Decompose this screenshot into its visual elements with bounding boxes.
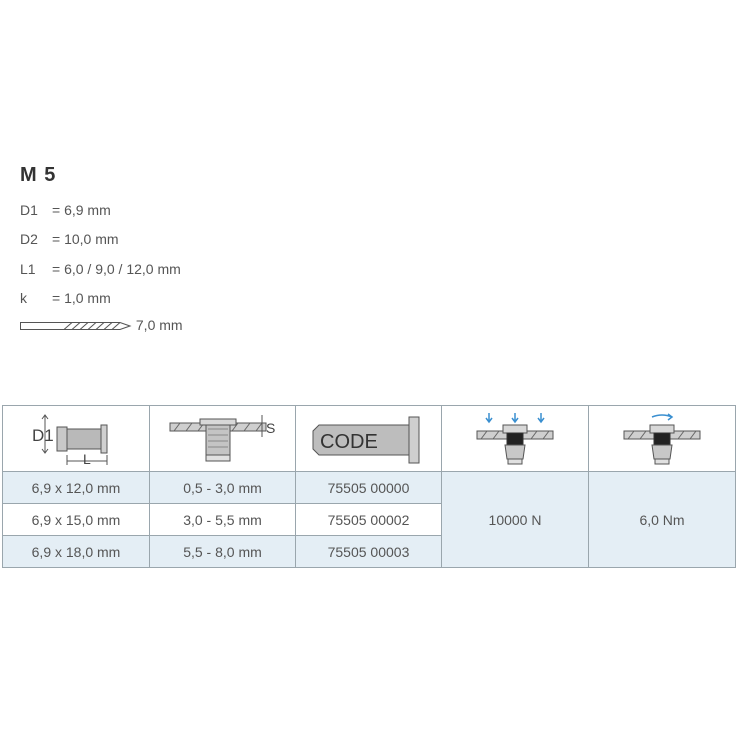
spec-key: k bbox=[20, 290, 27, 306]
cell-size: 6,9 x 18,0 mm bbox=[3, 536, 150, 568]
label-code: CODE bbox=[319, 430, 378, 453]
cell-torque: 6,0 Nm bbox=[589, 472, 736, 568]
table-row bbox=[3, 472, 736, 504]
header-cell-code bbox=[296, 406, 442, 472]
code-icon bbox=[309, 411, 429, 467]
spec-l1 bbox=[20, 260, 181, 278]
setting-force-icon bbox=[475, 411, 555, 467]
spec-key: D1 bbox=[20, 202, 38, 218]
spec-value: = 6,9 mm bbox=[52, 202, 111, 218]
product-table bbox=[2, 405, 736, 568]
page-title: M 5 bbox=[20, 164, 57, 186]
spec-key: D2 bbox=[20, 231, 38, 247]
label-s: S bbox=[265, 419, 275, 436]
spec-value: = 10,0 mm bbox=[52, 231, 119, 247]
label-l: L bbox=[83, 450, 91, 467]
cell-code: 75505 00003 bbox=[296, 536, 442, 568]
torque-icon bbox=[622, 411, 702, 467]
spec-value: = 1,0 mm bbox=[52, 290, 111, 306]
header-cell-grip bbox=[150, 406, 296, 472]
nut-dimensions-icon bbox=[31, 411, 121, 467]
header-cell-force bbox=[442, 406, 589, 472]
cell-force: 10000 N bbox=[442, 472, 589, 568]
cell-code: 75505 00000 bbox=[296, 472, 442, 504]
cell-size: 6,9 x 15,0 mm bbox=[3, 504, 150, 536]
drill-size bbox=[20, 316, 183, 334]
spec-value: = 6,0 / 9,0 / 12,0 mm bbox=[52, 261, 181, 277]
spec-key: L1 bbox=[20, 261, 36, 277]
cell-grip: 3,0 - 5,5 mm bbox=[150, 504, 296, 536]
grip-range-icon bbox=[168, 411, 278, 467]
spec-k bbox=[20, 289, 111, 307]
header-cell-torque bbox=[589, 406, 736, 472]
cell-grip: 0,5 - 3,0 mm bbox=[150, 472, 296, 504]
cell-size: 6,9 x 12,0 mm bbox=[3, 472, 150, 504]
cell-grip: 5,5 - 8,0 mm bbox=[150, 536, 296, 568]
cell-code: 75505 00002 bbox=[296, 504, 442, 536]
table-header-row bbox=[3, 406, 736, 472]
spec-d2 bbox=[20, 230, 119, 248]
drill-bit-icon bbox=[20, 320, 132, 332]
header-cell-dimensions bbox=[3, 406, 150, 472]
spec-d1 bbox=[20, 201, 111, 219]
drill-value: 7,0 mm bbox=[135, 317, 183, 333]
label-d1: D1 bbox=[32, 425, 54, 445]
